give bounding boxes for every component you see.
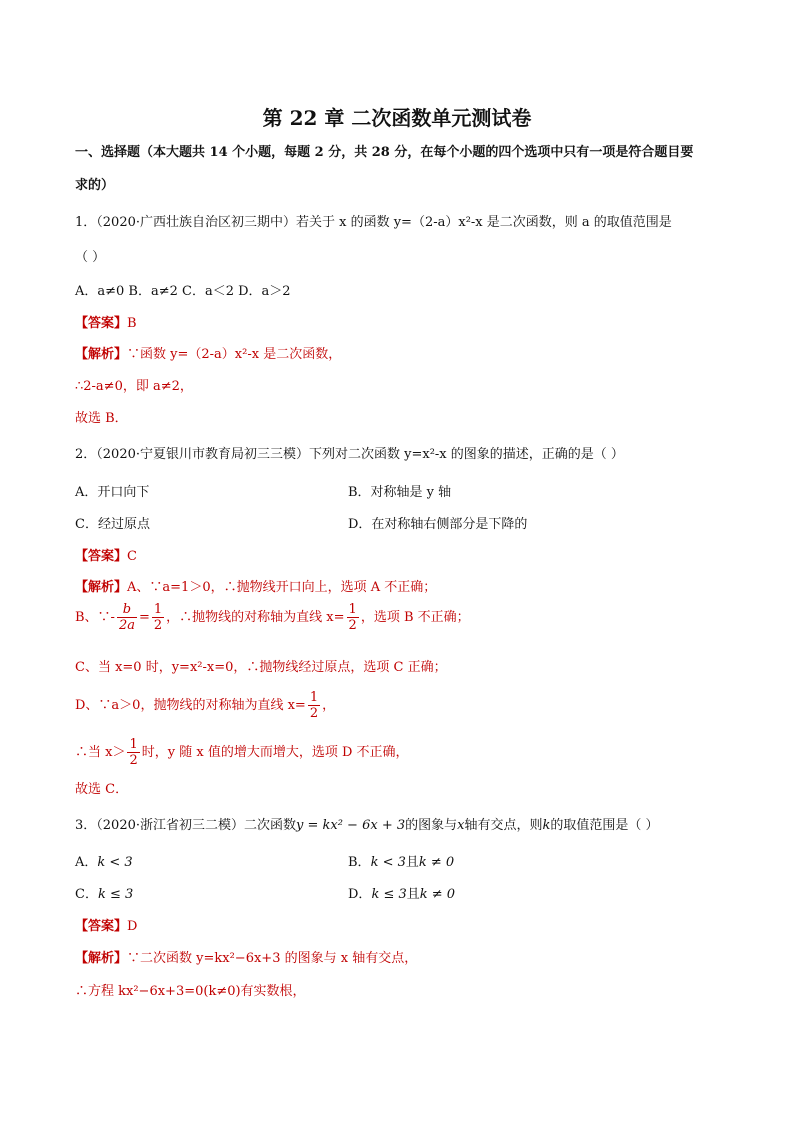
q1-stem-line2: （ ） xyxy=(75,250,106,265)
q2-analysis-line2: B、∵- $\frac{b}{2a}$ = $\frac{1}{2}$ ，∴抛物线的对称轴为直线 x= $\frac{1}{2}$ ，选项 B 不正确； xyxy=(75,602,470,633)
q2-stem: 2．（2020·宁夏银川市教育局初三三模）下列对二次函数 y=x²-x 的图象的描述，正确的是（ ） xyxy=(75,447,624,462)
q3-analysis-line2: ∴方程 kx²−6x+3=0(k≠0)有实数根， xyxy=(75,984,306,999)
formula: y = kx² − 6x + 3 xyxy=(296,818,406,833)
q2-option-b: B．对称轴是 y 轴 xyxy=(348,485,452,500)
answer-tag: 【答案】 xyxy=(75,316,128,331)
q2-analysis-line3: C、当 x=0 时，y=x²-x=0，∴抛物线经过原点，选项 C 正确； xyxy=(75,660,447,675)
q1-answer xyxy=(75,316,137,332)
q1-analysis-line2: ∴2-a≠0，即 a≠2， xyxy=(75,379,193,394)
q3-option-b: B．k < 3且k ≠ 0 xyxy=(348,855,455,870)
fraction: $\frac{1}{2}$ xyxy=(348,602,357,633)
answer-value: B xyxy=(127,316,137,331)
fraction: $\frac{b}{2a}$ xyxy=(118,602,135,633)
analysis-tag: 【解析】 xyxy=(75,347,128,362)
answer-tag: 【答案】 xyxy=(75,919,128,934)
q2-answer xyxy=(75,549,137,565)
q3-answer xyxy=(75,919,137,935)
q2-analysis-line5: ∴当 x＞ $\frac{1}{2}$ 时，y 随 x 值的增大而增大，选项 D 不正确， xyxy=(75,737,409,768)
answer-value: D xyxy=(127,919,138,934)
analysis-tag: 【解析】 xyxy=(75,580,128,595)
answer-value: C xyxy=(127,549,137,564)
q2-analysis-line1: 【解析】A、∵a=1＞0，∴抛物线开口向上，选项 A 不正确； xyxy=(75,580,437,595)
q2-analysis-line6: 故选 C． xyxy=(75,782,129,797)
q3-option-a: A．k < 3 xyxy=(75,855,133,870)
q2-option-d: D．在对称轴右侧部分是下降的 xyxy=(348,517,528,532)
q3-analysis-line1: 【解析】∵二次函数 y=kx²−6x+3 的图象与 x 轴有交点， xyxy=(75,951,418,966)
q2-analysis-line4: D、∵a＞0，抛物线的对称轴为直线 x= $\frac{1}{2}$ ， xyxy=(75,690,336,721)
section-heading-line2: 求的） xyxy=(75,178,115,193)
section-heading-line1: 一、选择题（本大题共 14 个小题，每题 2 分，共 28 分，在每个小题的四个选项中只有一项是符合题目要 xyxy=(75,145,694,160)
q2-option-a: A．开口向下 xyxy=(75,485,150,500)
fraction: $\frac{1}{2}$ xyxy=(309,690,319,721)
q3-option-c: C．k ≤ 3 xyxy=(75,887,134,902)
fraction: $\frac{1}{2}$ xyxy=(129,737,138,768)
q3-stem: 3．（2020·浙江省初三二模）二次函数y = kx² − 6x + 3的图象与x轴有交点，则k的取值范围是（ ） xyxy=(75,818,659,833)
q1-options: A．a≠0 B．a≠2 C．a＜2 D．a＞2 xyxy=(75,284,291,299)
analysis-tag: 【解析】 xyxy=(75,951,128,966)
q1-analysis-line1: 【解析】∵函数 y=（2-a）x²-x 是二次函数， xyxy=(75,347,342,362)
q2-option-c: C．经过原点 xyxy=(75,517,150,532)
fraction: $\frac{1}{2}$ xyxy=(153,602,163,633)
answer-tag: 【答案】 xyxy=(75,549,128,564)
q1-analysis-line3: 故选 B． xyxy=(75,411,128,426)
q3-option-d: D．k ≤ 3且k ≠ 0 xyxy=(348,887,456,902)
q1-stem-line1: 1．（2020·广西壮族自治区初三期中）若关于 x 的函数 y=（2-a）x²-x 是二次函数，则 a 的取值范围是 xyxy=(75,215,672,230)
page-title: 第 22 章 二次函数单元测试卷 xyxy=(262,106,532,130)
